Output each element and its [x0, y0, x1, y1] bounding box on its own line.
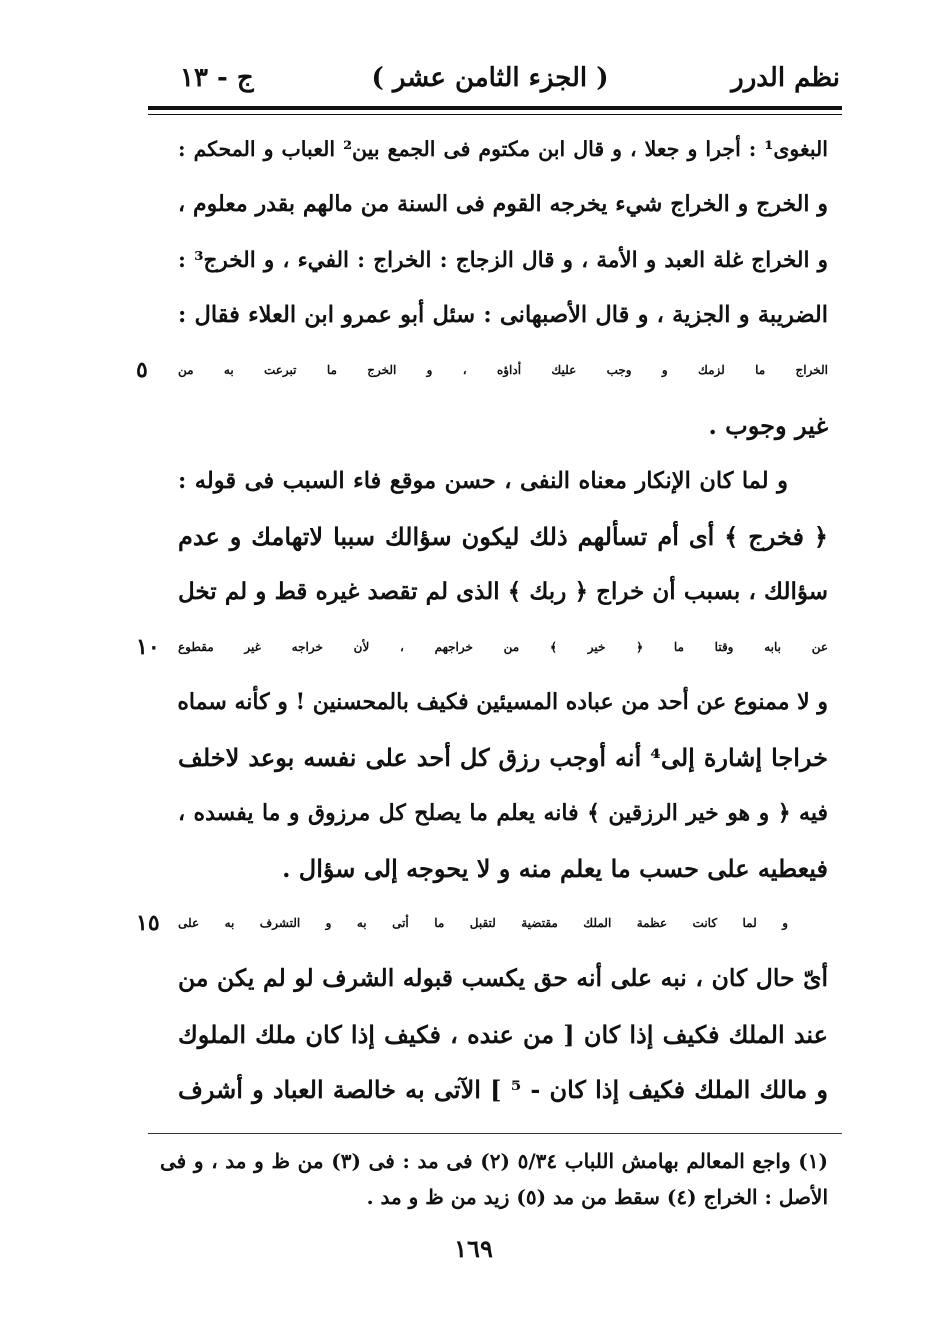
page-number: ١٦٩ — [454, 1234, 493, 1263]
footnote-line: الأصل : الخراج (٤) سقط من مد (٥) زيد من ظ و مد . — [366, 1185, 828, 1209]
book-title: نظم الدرر — [731, 63, 840, 93]
text-line: فيه ﴿ و هو خير الرزقين ﴾ فانه يعلم ما يصلح كل مرزوق و ما يفسده ، — [178, 799, 828, 826]
text-line: و مالك الملك فكيف إذا كان - ⁵ ] الآتى به خالصة العباد و أشرف — [178, 1075, 828, 1105]
line-number: ١٠ — [136, 633, 160, 660]
text-line: عند الملك فكيف إذا كان [ من عنده ، فكيف إذا كان ملك الملوك — [178, 1019, 828, 1049]
text-line: غير وجوب . — [708, 411, 828, 441]
text-line: و لما كانت عظمة الملك مقتضية لتقبل ما أتى به و التشرف به على ١٥ — [178, 896, 828, 951]
main-text — [136, 122, 828, 1117]
line-number: ٥ — [136, 357, 148, 384]
text-line: ﴿ فخرج ﴾ أى أم تسألهم ذلك ليكون سؤالك سببا لاتهامك و عدم — [178, 522, 828, 552]
volume-reference: ج - ١٣ — [180, 63, 254, 93]
header-rule-thick — [148, 106, 842, 110]
text-line: البغوى¹ : أجرا و جعلا ، و قال ابن مكتوم فى الجمع بين² العباب و المحكم : — [178, 137, 828, 161]
text-line: فيعطيه على حسب ما يعلم منه و لا يحوجه إلى سؤال . — [282, 853, 828, 883]
text-line: سؤالك ، بسبب أن خراج ﴿ ربك ﴾ الذى لم تقصد غيره قط و لم تخل — [178, 578, 828, 606]
text-line: و لما كان الإنكار معناه النفى ، حسن موقع فاء السبب فى قوله : — [178, 467, 788, 494]
text-line: الضريبة و الجزية ، و قال الأصبهانى : سئل أبو عمرو ابن العلاء فقال : — [178, 301, 828, 328]
footnote-line: (١) واجع المعالم بهامش اللباب ٥/٣٤ (٢) فى مد : فى (٣) من ظ و مد ، و فى — [160, 1149, 828, 1173]
text-line: و لا ممنوع عن أحد من عباده المسيئين فكيف بالمحسنين ! و كأنه سماه — [177, 688, 828, 715]
text-line: عن بابه وقتا ما ﴿ خير ﴾ من خراجهم ، لأن خراجه غير مقطوع ١٠ — [178, 620, 828, 675]
footnotes — [160, 1143, 828, 1215]
part-title: ( الجزء الثامن عشر ) — [371, 63, 609, 93]
text-line: أىّ حال كان ، نبه على أنه حق يكسب قبوله الشرف لو لم يكن من — [178, 964, 828, 993]
text-line: خراجا إشارة إلى⁴ أنه أوجب رزق كل أحد على نفسه بوعد لاخلف — [178, 743, 828, 773]
header-rule-thin — [148, 114, 842, 115]
line-number: ١٥ — [136, 910, 160, 937]
running-header — [140, 58, 840, 102]
text-line: و الخراج غلة العبد و الأمة ، و قال الزجاج : الخراج : الفيء ، و الخرج³ : — [178, 247, 828, 273]
text-line: و الخرج و الخراج شيء يخرجه القوم فى السنة من مالهم بقدر معلوم ، — [178, 191, 828, 218]
footnote-rule — [148, 1133, 842, 1134]
text-line: الخراج ما لزمك و وجب عليك أداؤه ، و الخرج ما تبرعت به من ٥ — [178, 343, 828, 398]
